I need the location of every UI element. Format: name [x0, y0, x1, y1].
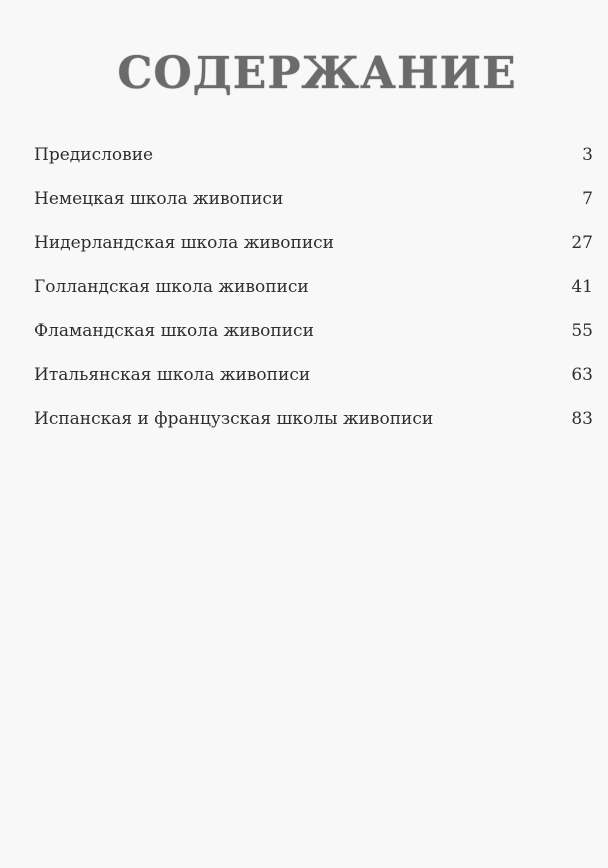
toc-entry-page: 63 — [571, 365, 593, 385]
toc-entry — [34, 321, 593, 365]
toc-entry-page: 7 — [582, 189, 593, 209]
toc-entry-title: Итальянская школа живописи — [34, 365, 311, 385]
toc-entry — [34, 233, 593, 277]
toc-entry-page: 83 — [571, 409, 593, 429]
page-title: СОДЕРЖАНИЕ — [117, 48, 517, 99]
toc-entry-title: Испанская и французская школы живописи — [34, 409, 434, 429]
toc-entry-page: 3 — [582, 145, 593, 165]
toc-entry-title: Предисловие — [34, 145, 154, 165]
toc-entry-page: 27 — [571, 233, 593, 253]
toc-entry-page: 55 — [571, 321, 593, 341]
toc-entry — [34, 365, 593, 409]
toc-entry-title: Голландская школа живописи — [34, 277, 309, 297]
toc-entry — [34, 277, 593, 321]
toc-entry — [34, 409, 593, 453]
toc-entry-title: Немецкая школа живописи — [34, 189, 284, 209]
toc-entry-page: 41 — [571, 277, 593, 297]
toc-entry-title: Фламандская школа живописи — [34, 321, 314, 341]
table-of-contents — [34, 145, 593, 453]
toc-entry — [34, 145, 593, 189]
toc-entry — [34, 189, 593, 233]
toc-entry-title: Нидерландская школа живописи — [34, 233, 334, 253]
